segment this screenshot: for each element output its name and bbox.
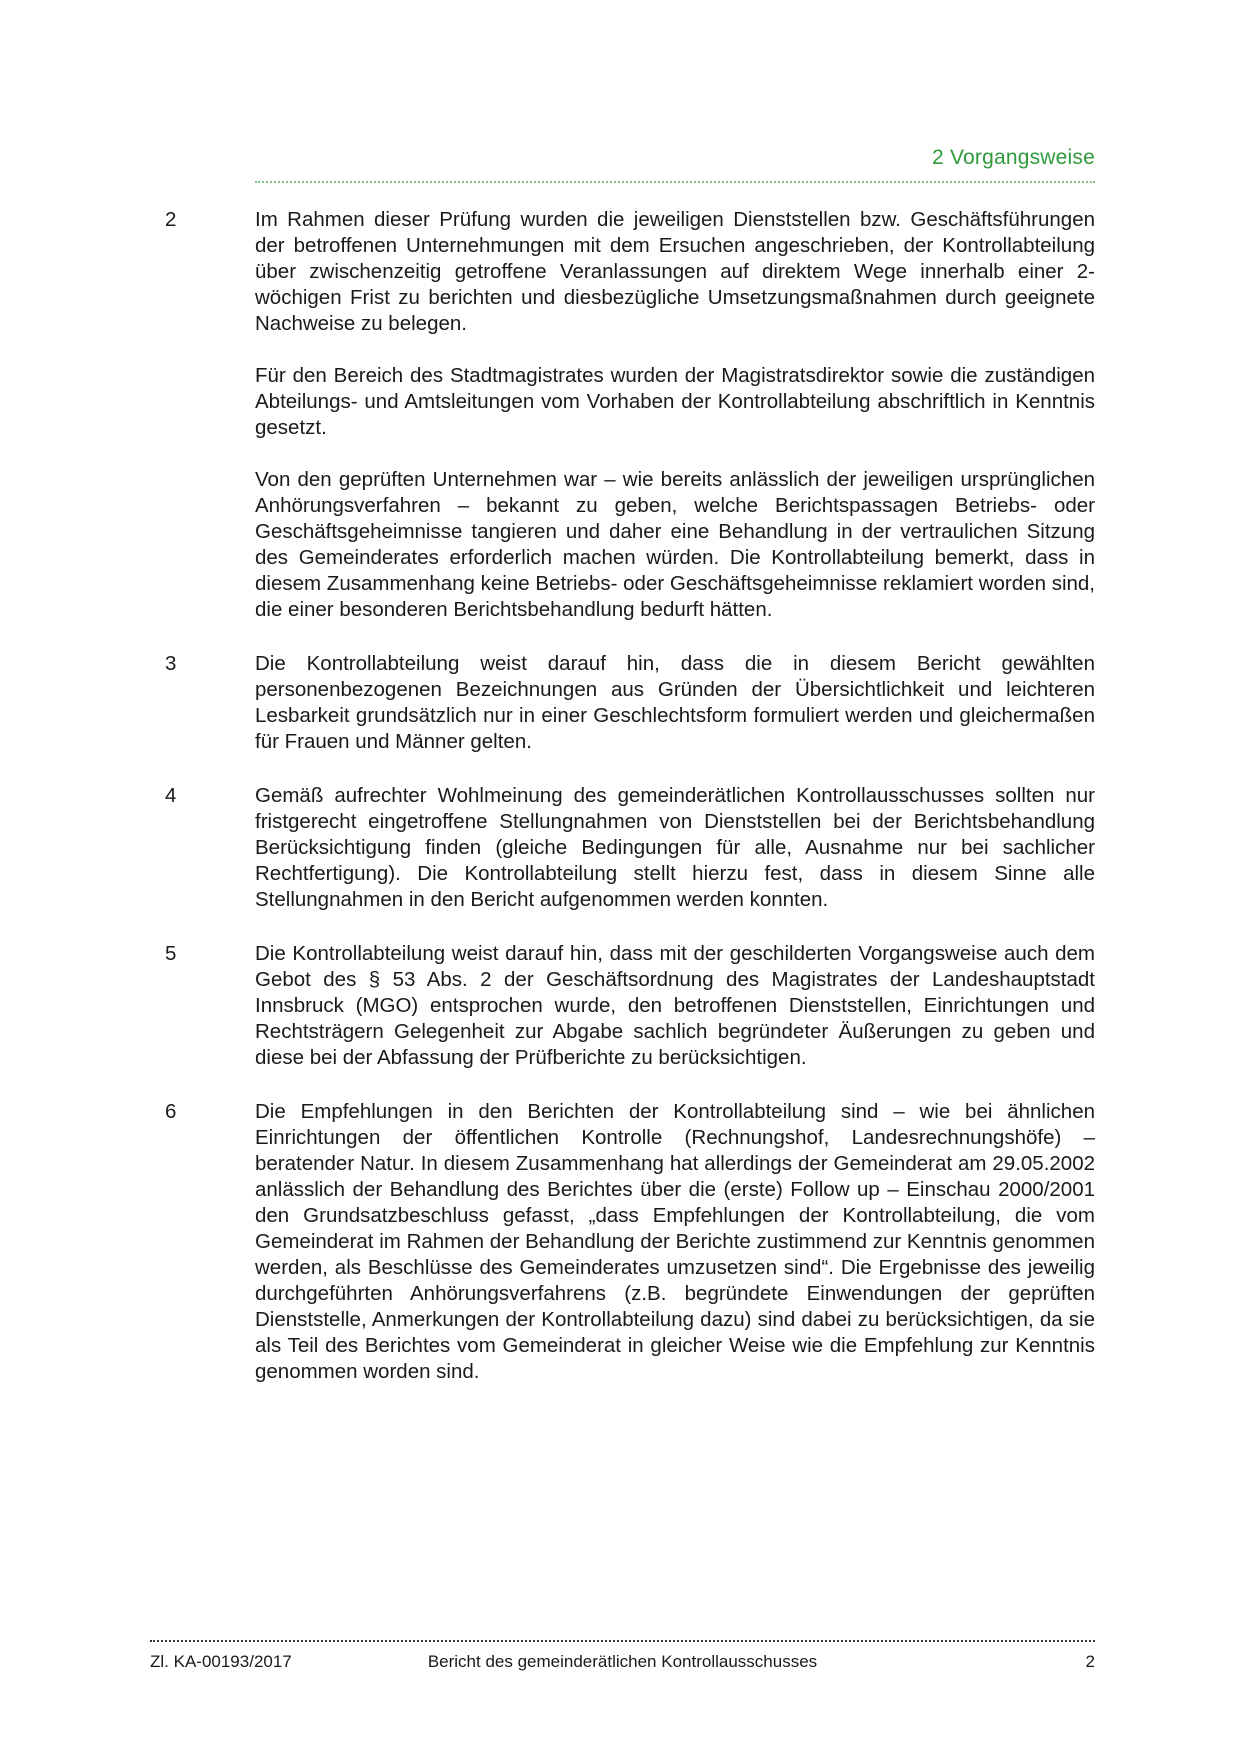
paragraph: Im Rahmen dieser Prüfung wurden die jeweiligen Dienststellen bzw. Geschäftsführungen der betroffenen Unternehmungen mit dem Ersuchen angeschrieben, der Kontrollabteilung über zwischenzeitig getroffene Veranlassungen auf direktem Wege innerhalb einer 2-wöchigen Frist zu berichten und diesbezügliche Umsetzungsmaßnahmen durch geeignete Nachweise zu belegen. <box>255 208 1095 335</box>
section-2 <box>0 207 1241 623</box>
section-body <box>255 1099 1095 1385</box>
section-3 <box>0 651 1241 755</box>
footer-divider <box>150 1640 1095 1642</box>
section-5 <box>0 941 1241 1071</box>
section-body <box>255 651 1095 755</box>
section-6 <box>0 1099 1241 1385</box>
section-body <box>255 783 1095 913</box>
section-number: 6 <box>165 1100 177 1123</box>
paragraph: Von den geprüften Unternehmen war – wie bereits anlässlich der jeweiligen ursprünglichen Anhörungsverfahren – bekannt zu geben, welche Berichtspassagen Betriebs- oder Geschäftsgeheimnisse tangieren und daher eine Behandlung in der vertraulichen Sitzung des Gemeinderates erforderlich machen würden. Die Kontrollabteilung bemerkt, dass in diesem Zusammenhang keine Betriebs- oder Geschäftsgeheimnisse reklamiert worden sind, die einer besonderen Berichtsbehandlung bedurft hätten. <box>255 468 1095 621</box>
section-number: 5 <box>165 942 177 965</box>
paragraph: Die Kontrollabteilung weist darauf hin, dass mit der geschilderten Vorgangsweise auch dem Gebot des § 53 Abs. 2 der Geschäftsordnung des Magistrates der Landeshauptstadt Innsbruck (MGO) entsprochen wurde, den betroffenen Dienststellen, Einrichtungen und Rechtsträgern Gelegenheit zur Abgabe sachlich begründeter Äußerungen zu geben und diese bei der Abfassung der Prüfberichte zu berücksichtigen. <box>255 942 1095 1069</box>
section-number: 4 <box>165 784 177 807</box>
header-divider <box>255 181 1095 183</box>
section-body <box>255 207 1095 623</box>
paragraph: Die Kontrollabteilung weist darauf hin, dass die in diesem Bericht gewählten personenbezogenen Bezeichnungen aus Gründen der Übersichtlichkeit und leichteren Lesbarkeit grundsätzlich nur in einer Geschlechtsform formuliert werden und gleichermaßen für Frauen und Männer gelten. <box>255 652 1095 753</box>
footer-reference: Zl. KA-00193/2017 <box>150 1652 292 1671</box>
document-body <box>0 207 1241 1413</box>
section-body <box>255 941 1095 1071</box>
footer-title: Bericht des gemeinderätlichen Kontrollausschusses <box>427 1652 818 1671</box>
page-number: 2 <box>1085 1652 1095 1671</box>
paragraph: Gemäß aufrechter Wohlmeinung des gemeinderätlichen Kontrollausschusses sollten nur fristgerecht eingetroffene Stellungnahmen von Dienststellen bei der Berichtsbehandlung Berücksichtigung finden (gleiche Bedingungen für alle, Ausnahme nur bei sachlicher Rechtfertigung). Die Kontrollabteilung stellt hierzu fest, dass in diesem Sinne alle Stellungnahmen in den Bericht aufgenommen werden konnten. <box>255 784 1095 911</box>
paragraph: Die Empfehlungen in den Berichten der Kontrollabteilung sind – wie bei ähnlichen Einrichtungen der öffentlichen Kontrolle (Rechnungshof, Landesrechnungshöfe) – beratender Natur. In diesem Zusammenhang hat allerdings der Gemeinderat am 29.05.2002 anlässlich der Behandlung des Berichtes über die (erste) Follow up – Einschau 2000/2001 den Grundsatzbeschluss gefasst, „dass Empfehlungen der Kontrollabteilung, die vom Gemeinderat im Rahmen der Behandlung der Berichte zustimmend zur Kenntnis genommen werden, als Beschlüsse des Gemeinderates umzusetzen sind“. Die Ergebnisse des jeweilig durchgeführten Anhörungsverfahrens (z.B. begründete Einwendungen der geprüften Dienststelle, Anmerkungen der Kontrollabteilung dazu) sind dabei zu berücksichtigen, da sie als Teil des Berichtes vom Gemeinderat in gleicher Weise wie die Empfehlung zur Kenntnis genommen worden sind. <box>255 1100 1095 1383</box>
section-number: 2 <box>165 208 177 231</box>
section-4 <box>0 783 1241 913</box>
chapter-header: 2 Vorgangsweise <box>932 146 1095 169</box>
section-number: 3 <box>165 652 177 675</box>
paragraph: Für den Bereich des Stadtmagistrates wurden der Magistratsdirektor sowie die zuständigen Abteilungs- und Amtsleitungen vom Vorhaben der Kontrollabteilung abschriftlich in Kenntnis gesetzt. <box>255 364 1095 439</box>
